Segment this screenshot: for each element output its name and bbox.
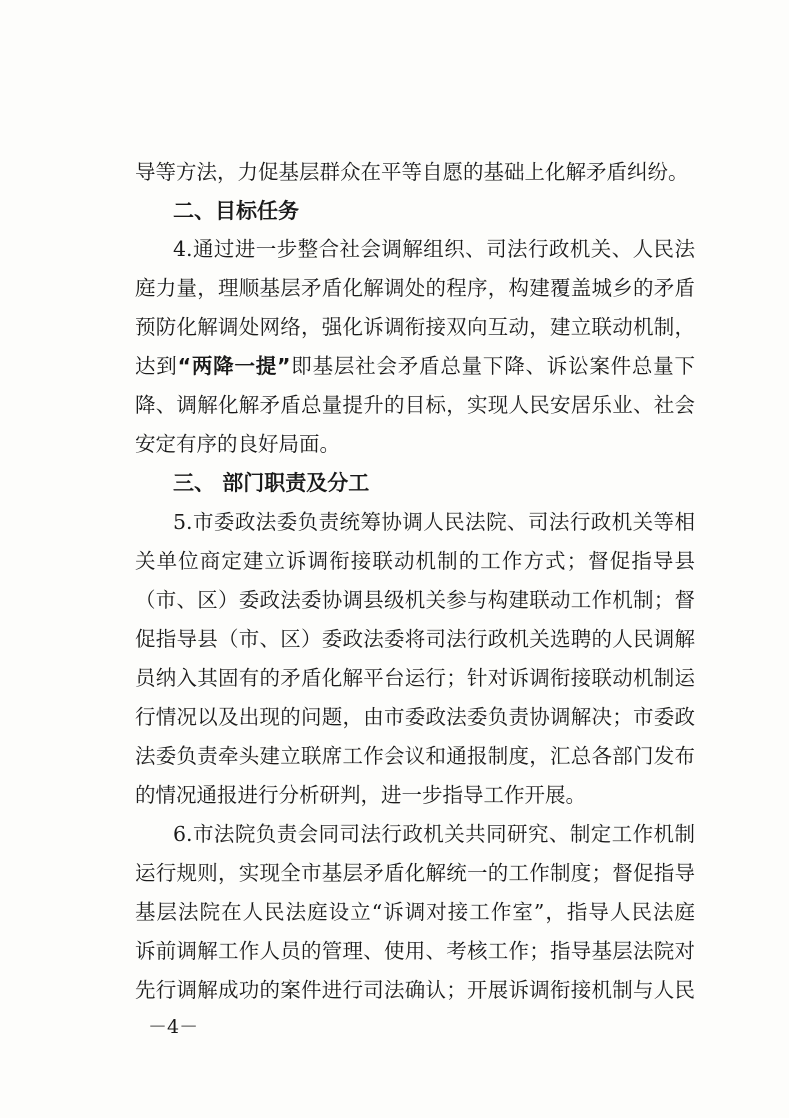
paragraph-line: 运行规则，实现全市基层矛盾化解统一的工作制度；督促指导 <box>135 861 695 885</box>
text-span: 即基层社会矛盾总量下降、诉讼案件总量下 <box>290 354 695 378</box>
paragraph-line <box>135 351 695 381</box>
paragraph-line: 庭力量，理顺基层矛盾化解调处的程序，构建覆盖城乡的矛盾 <box>135 276 695 300</box>
paragraph-line: 行情况以及出现的问题，由市委政法委负责协调解决；市委政 <box>135 705 695 729</box>
paragraph-line: 降、调解化解矛盾总量提升的目标，实现人民安居乐业、社会 <box>135 393 695 417</box>
text-span: 达到 <box>135 354 178 378</box>
paragraph-line: 先行调解成功的案件进行司法确认；开展诉调衔接机制与人民 <box>135 978 695 1002</box>
paragraph-line: 法委负责牵头建立联席工作会议和通报制度，汇总各部门发布 <box>135 744 695 768</box>
paragraph-line: 5.市委政法委负责统筹协调人民法院、司法行政机关等相 <box>173 510 695 534</box>
paragraph-line: 员纳入其固有的矛盾化解平台运行；针对诉调衔接联动机制运 <box>135 666 695 690</box>
paragraph-line: 诉前调解工作人员的管理、使用、考核工作；指导基层法院对 <box>135 939 695 963</box>
paragraph-line: 导等方法，力促基层群众在平等自愿的基础上化解矛盾纠纷。 <box>135 160 689 184</box>
paragraph-line: 基层法院在人民法庭设立“诉调对接工作室”，指导人民法庭 <box>135 900 695 924</box>
paragraph-line: 关单位商定建立诉调衔接联动机制的工作方式；督促指导县 <box>135 549 695 573</box>
paragraph-line: 安定有序的良好局面。 <box>135 432 340 456</box>
section-heading-duties: 三、 部门职责及分工 <box>173 471 370 495</box>
paragraph-line: （市、区）委政法委协调县级机关参与构建联动工作机制；督 <box>135 588 695 612</box>
page-number: －4－ <box>148 1016 199 1038</box>
paragraph-line: 的情况通报进行分析研判，进一步指导工作开展。 <box>135 783 586 807</box>
paragraph-line: 预防化解调处网络，强化诉调衔接双向互动，建立联动机制， <box>135 315 695 339</box>
emphasis-text: “两降一提” <box>177 354 291 378</box>
section-heading-goals: 二、目标任务 <box>173 199 299 223</box>
paragraph-line: 6.市法院负责会同司法行政机关共同研究、制定工作机制 <box>173 822 695 846</box>
paragraph-line: 4.通过进一步整合社会调解组织、司法行政机关、人民法 <box>173 237 695 261</box>
paragraph-line: 促指导县（市、区）委政法委将司法行政机关选聘的人民调解 <box>135 627 695 651</box>
